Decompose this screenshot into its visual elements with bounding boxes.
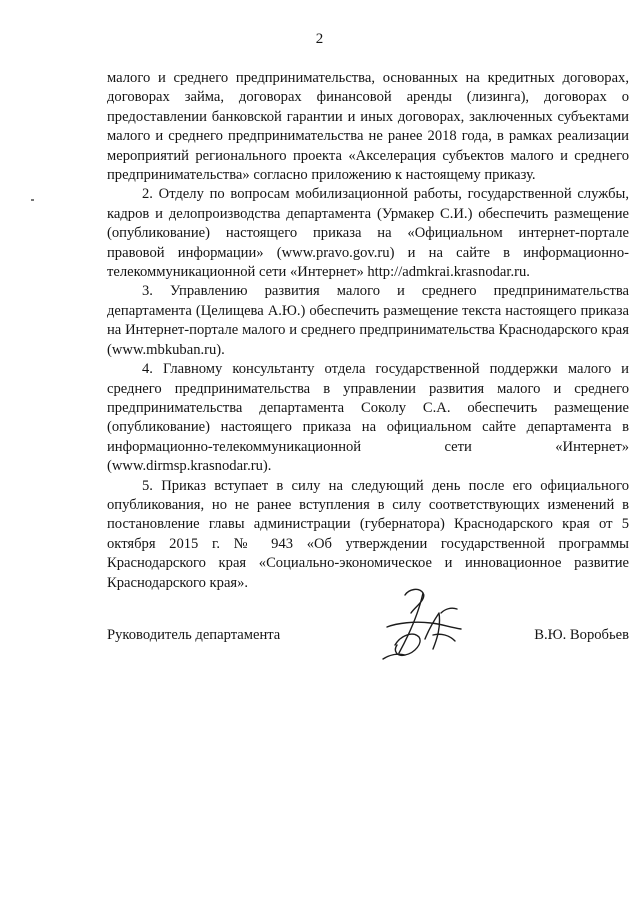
signature-block bbox=[107, 626, 629, 648]
paragraph-item-2: 2. Отделу по вопросам мобилизационной работы, государственной службы, кадров и делопроизводства департамента (Урмакер С.И.) обеспечить размещение (опубликование) настоящего приказа на «Официальном интернет-портале правовой информации» (www.pravo.gov.ru) и на сайте в информационно-телекоммуникационной сети «Интернет» http://admkrai.krasnodar.ru. bbox=[107, 186, 629, 281]
paragraph-item-3: 3. Управлению развития малого и среднего предпринимательства департамента (Целищева А.Ю.) обеспечить размещение текста настоящего приказа на Интернет-портале малого и среднего предпринимательства Краснодарского края (www.mbkuban.ru). bbox=[107, 283, 629, 358]
document-body bbox=[107, 69, 629, 593]
paragraph-item-4: 4. Главному консультанту отдела государственной поддержки малого и среднего предпринимательства в управлении развития малого и среднего предпринимательства департамента Соколу С.А. обеспечить размещение (опубликование) настоящего приказа на официальном сайте департамента в информационно-телекоммуникационной сети «Интернет» (www.dirmsp.krasnodar.ru). bbox=[107, 361, 629, 475]
signer-position: Руководитель департамента bbox=[107, 627, 281, 643]
page-number: 2 bbox=[315, 31, 324, 47]
paragraph-item-5: 5. Приказ вступает в силу на следующий день после его официального опубликования, но не ранее вступления в силу соответствующих изменений в постановление главы администрации (губернатора) Краснодарского края от 5 октября 2015 г. № 943 «Об утверждении государственной программы Краснодарского края «Социально-экономическое и инновационное развитие Краснодарского края». bbox=[107, 477, 629, 591]
paragraph-continuation: малого и среднего предпринимательства, основанных на кредитных договорах, договорах займа, договорах финансовой аренды (лизинга), договорах о предоставлении банковской гарантии и иных договорах, заключенных субъектами малого и среднего предпринимательства не ранее 2018 года, в рамках реализации мероприятий регионального проекта «Акселерация субъектов малого и среднего предпринимательства» согласно приложению к настоящему приказу. bbox=[107, 70, 629, 184]
margin-mark bbox=[31, 199, 34, 201]
handwritten-signature bbox=[375, 583, 470, 665]
signer-name: В.Ю. Воробьев bbox=[534, 627, 629, 643]
